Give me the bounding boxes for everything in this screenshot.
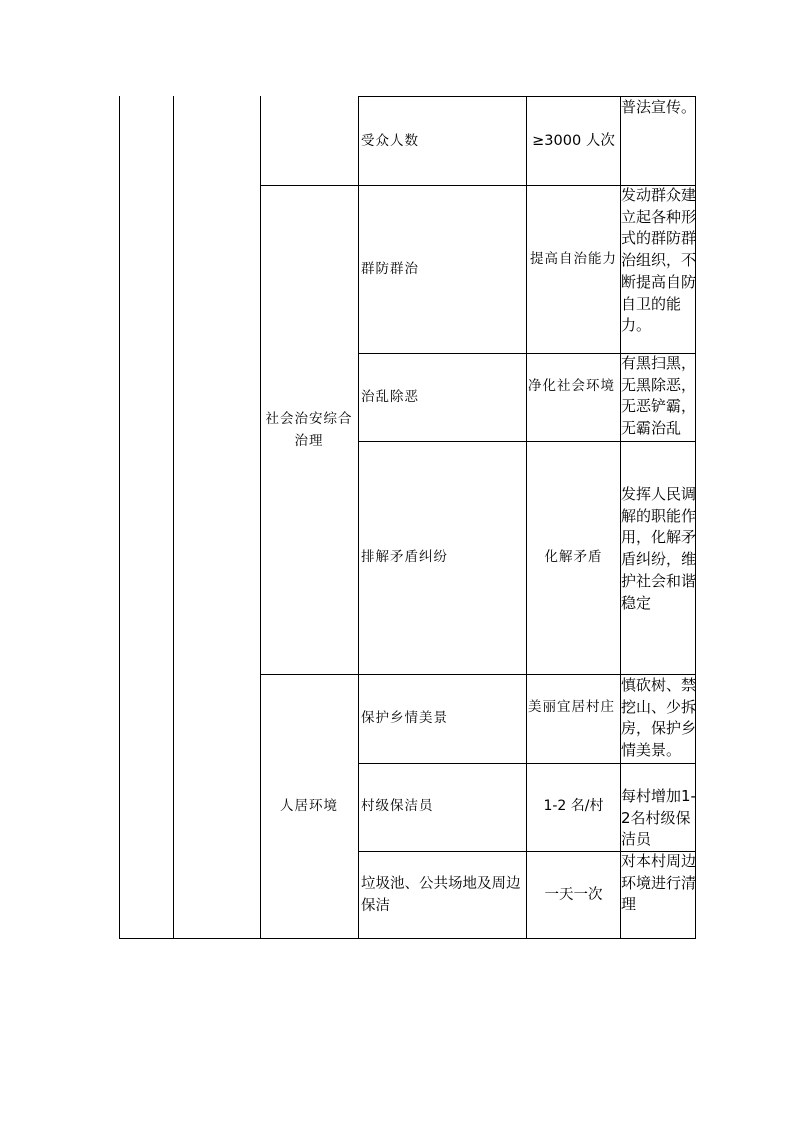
item-cell: 排解矛盾纠纷	[361, 549, 448, 565]
note-cell: 慎砍树、禁挖山、少拆房，保护乡情美景。	[621, 676, 697, 760]
category-cell: 社会治安综合治理	[265, 411, 353, 449]
note-cell: 普法宣传。	[621, 98, 697, 116]
item-cell: 垃圾池、公共场地及周边保洁	[361, 876, 521, 914]
target-cell: 化解矛盾	[544, 549, 603, 565]
note-cell: 发动群众建立起各种形式的群防群治组织，不断提高自防自卫的能力。	[621, 186, 697, 335]
item-cell: 村级保洁员	[361, 798, 434, 814]
item-cell: 保护乡情美景	[361, 710, 448, 726]
item-cell: 治乱除恶	[361, 389, 419, 405]
target-cell: 一天一次	[544, 887, 603, 903]
target-cell: 1-2 名/村	[543, 798, 604, 814]
category-cell: 人居环境	[280, 798, 338, 814]
item-cell: 受众人数	[361, 133, 419, 149]
note-cell: 有黑扫黑，无黑除恶，无恶铲霸，无霸治乱	[621, 354, 697, 438]
target-cell: 净化社会环境	[528, 378, 615, 394]
target-cell: 美丽宜居村庄	[528, 699, 615, 715]
note-cell: 对本村周边环境进行清理	[621, 852, 697, 914]
note-cell: 发挥人民调解的职能作用，化解矛盾纠纷，维护社会和谐稳定	[621, 485, 697, 612]
target-cell: ≥3000 人次	[532, 133, 615, 149]
target-cell: 提高自治能力	[530, 251, 617, 267]
item-cell: 群防群治	[361, 261, 419, 277]
note-cell: 每村增加1-2名村级保洁员	[621, 787, 696, 849]
